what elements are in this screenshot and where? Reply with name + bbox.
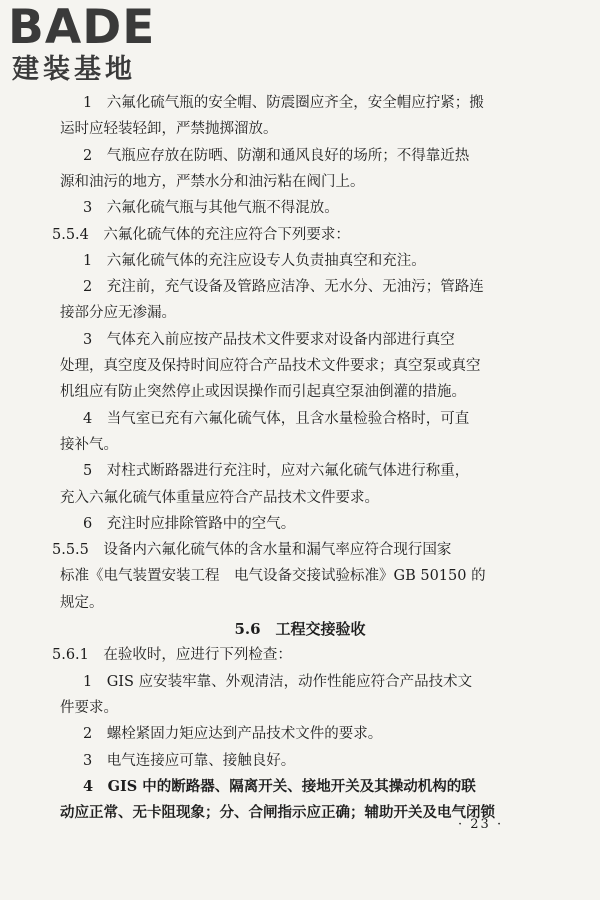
text-line: 动应正常、无卡阻现象；分、合闸指示应正确；辅助开关及电气闭锁 xyxy=(60,804,495,821)
text-line: 源和油污的地方，严禁水分和油污粘在阀门上。 xyxy=(60,174,365,190)
text-line: 标准《电气装置安装工程 电气设备交接试验标准》GB 50150 的 xyxy=(60,568,486,584)
text-line: 接部分应无渗漏。 xyxy=(60,305,176,321)
page-number: · 23 · xyxy=(458,817,504,832)
text-line: 充入六氟化硫气体重量应符合产品技术文件要求。 xyxy=(60,490,379,506)
text-line: 规定。 xyxy=(60,595,104,611)
text-line: 3 电气连接应可靠、接触良好。 xyxy=(83,753,296,769)
text-line: 处理，真空度及保持时间应符合产品技术文件要求；真空泵或真空 xyxy=(60,358,481,374)
clause-5-6-1: 5.6.1 在验收时，应进行下列检查： xyxy=(52,647,292,663)
text-line: 1 六氟化硫气体的充注应设专人负责抽真空和充注。 xyxy=(83,253,426,269)
text-line: 2 气瓶应存放在防晒、防潮和通风良好的场所；不得靠近热 xyxy=(83,148,470,164)
logo-subtitle: 建装基地 xyxy=(12,54,136,85)
text-line: 2 充注前，充气设备及管路应洁净、无水分、无油污；管路连 xyxy=(83,279,484,295)
text-line: 接补气。 xyxy=(60,437,118,453)
logo-brand-text: BADE xyxy=(8,0,156,55)
text-line: 4 GIS 中的断路器、隔离开关、接地开关及其操动机构的联 xyxy=(83,778,476,795)
text-line: 1 GIS 应安装牢靠、外观清洁，动作性能应符合产品技术文 xyxy=(83,674,473,690)
text-line: 机组应有防止突然停止或因误操作而引起真空泵油倒灌的措施。 xyxy=(60,384,466,400)
clause-5-5-5: 5.5.5 设备内六氟化硫气体的含水量和漏气率应符合现行国家 xyxy=(52,542,452,558)
text-line: 2 螺栓紧固力矩应达到产品技术文件的要求。 xyxy=(83,726,383,742)
text-line: 1 六氟化硫气瓶的安全帽、防震圈应齐全，安全帽应拧紧；搬 xyxy=(83,95,484,111)
text-line: 3 气体充入前应按产品技术文件要求对设备内部进行真空 xyxy=(83,332,455,348)
logo xyxy=(8,2,155,86)
text-line: 4 当气室已充有六氟化硫气体，且含水量检验合格时，可直 xyxy=(83,411,470,427)
text-line: 运时应轻装轻卸，严禁抛掷溜放。 xyxy=(60,121,278,137)
text-line: 3 六氟化硫气瓶与其他气瓶不得混放。 xyxy=(83,200,339,216)
clause-5-5-4: 5.5.4 六氟化硫气体的充注应符合下列要求： xyxy=(52,227,350,243)
text-line: 6 充注时应排除管路中的空气。 xyxy=(83,516,296,532)
text-line: 5 对柱式断路器进行充注时，应对六氟化硫气体进行称重， xyxy=(83,463,470,479)
text-line: 件要求。 xyxy=(60,700,118,716)
section-heading-5-6: 5.6 工程交接验收 xyxy=(234,620,366,638)
